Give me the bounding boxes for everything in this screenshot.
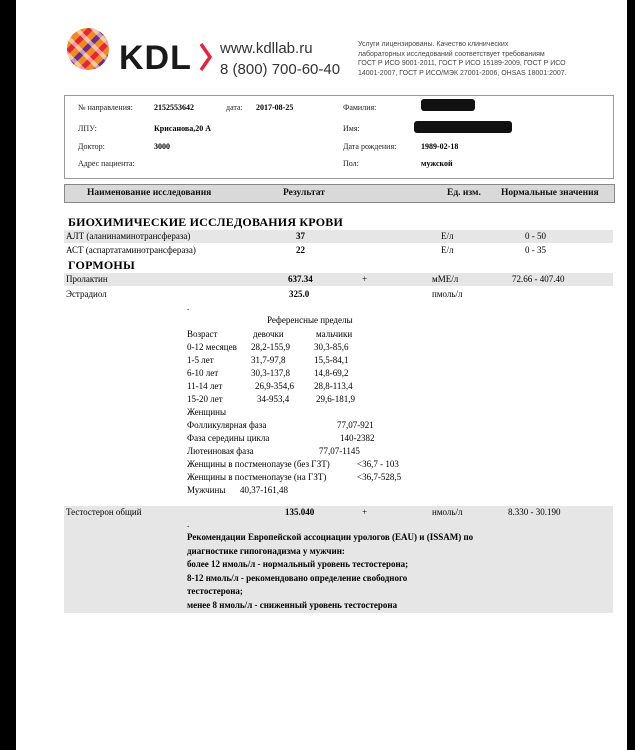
ref-women: Женщины — [187, 407, 227, 417]
ref-boys: 28,8-113,4 — [314, 381, 353, 391]
sex-value: мужской — [421, 159, 453, 168]
ast-normal: 0 - 35 — [525, 245, 546, 255]
ref-dot: . — [187, 302, 190, 312]
ref-phase-label: Мужчины — [187, 485, 226, 495]
testosterone-unit: нмоль/л — [432, 507, 463, 517]
lpu-value: Крисанова,20 А — [154, 124, 212, 133]
name-label: Имя: — [343, 124, 360, 133]
ref-phase-value: <36,7-528,5 — [357, 472, 402, 482]
ref-boys: 14,8-69,2 — [314, 368, 349, 378]
ref-phase-value: 77,07-921 — [337, 420, 374, 430]
ref-age: 15-20 лет — [187, 394, 223, 404]
ref-boys: 29,6-181,9 — [316, 394, 355, 404]
testosterone-flag: + — [362, 507, 368, 517]
testosterone-name: Тестостерон общий — [66, 507, 142, 517]
ref-age: 0-12 месяцев — [187, 342, 237, 352]
website-text: www.kdllab.ru — [220, 40, 313, 57]
ref-girls: 26,9-354,6 — [255, 381, 294, 391]
ref-phase-label: Женщины в постменопаузе (на ГЗТ) — [187, 472, 327, 482]
surname-redacted — [421, 99, 475, 111]
ref-phase-label: Фолликулярная фаза — [187, 420, 267, 430]
ref-girls: 28,2-155,9 — [251, 342, 290, 352]
prolactin-name: Пролактин — [66, 274, 108, 284]
patient-info-box — [64, 95, 614, 179]
phone-text: 8 (800) 700-60-40 — [220, 61, 341, 78]
prolactin-unit: мМЕ/л — [432, 274, 459, 284]
testosterone-recommendations: Рекомендации Европейской ассоциации урологов (EAU) и (ISSAM) по диагностике гипогонадизма у мужчин: более 12 нмоль/л - нормальный уровень тестостерона; 8-12 нмоль/л - рекомендовано определение свободного тестостерона; менее 8 нмоль/л - сниженный уровень тестостерона — [187, 532, 474, 610]
doctor-label: Доктор: — [78, 142, 105, 151]
ref-girls: 34-953,4 — [257, 394, 290, 404]
testosterone-result: 135.040 — [285, 507, 315, 517]
ref-girls: 30,3-137,8 — [251, 368, 290, 378]
name-redacted — [414, 121, 512, 133]
ref-col-age: Возраст — [187, 329, 218, 339]
ref-boys: 30,3-85,6 — [314, 342, 349, 352]
ref-col-girls: девочки — [253, 329, 284, 339]
ref-phase-value: 77,07-1145 — [319, 446, 360, 456]
date-value: 2017-08-25 — [256, 103, 294, 112]
chevron-right-icon — [199, 42, 213, 72]
ref-age: 6-10 лет — [187, 368, 219, 378]
doctor-value: 3000 — [154, 142, 170, 151]
ast-unit: Е/л — [441, 245, 454, 255]
ref-col-boys: мальчики — [316, 329, 353, 339]
sex-label: Пол: — [343, 159, 359, 168]
lab-report-page — [16, 0, 627, 750]
brand-name: KDL — [119, 39, 192, 77]
ref-age: 1-5 лет — [187, 355, 214, 365]
dob-label: Дата рождения: — [343, 142, 397, 151]
ast-result: 22 — [296, 245, 305, 255]
header-result: Результат — [283, 188, 325, 198]
ref-girls: 31,7-97,8 — [251, 355, 286, 365]
alt-result: 37 — [296, 231, 305, 241]
alt-name: АЛТ (аланинаминотрансфераза) — [66, 231, 191, 241]
prolactin-normal: 72.66 - 407.40 — [512, 274, 565, 284]
license-text: Услуги лицензированы. Качество клинических лабораторных исследований соответствует требованиям ГОСТ Р ИСО 9001-2011, ГОСТ Р ИСО 15189-2009, ГОСТ Р ИСО 14001-2007, ГОСТ Р ИСО/МЭК 27001-2006, OHSAS 18001:2007. — [358, 41, 567, 77]
referral-label: № направления: — [78, 103, 133, 112]
alt-unit: Е/л — [441, 231, 454, 241]
estradiol-name: Эстрадиол — [66, 289, 107, 299]
ref-phase-label: Лютеиновая фаза — [187, 446, 254, 456]
alt-normal: 0 - 50 — [525, 231, 546, 241]
date-label: дата: — [226, 103, 243, 112]
ast-name: АСТ (аспартатаминотрансфераза) — [66, 245, 196, 255]
testosterone-normal: 8.330 - 30.190 — [508, 507, 561, 517]
referral-value: 2152553642 — [154, 103, 194, 112]
ref-phase-value: 40,37-161,48 — [240, 485, 288, 495]
ref-phase-value: 140-2382 — [340, 433, 375, 443]
header-unit: Ед. изм. — [447, 188, 481, 198]
results-table-header — [64, 184, 615, 203]
ref-boys: 15,5-84,1 — [314, 355, 349, 365]
estradiol-result: 325.0 — [289, 289, 310, 299]
ref-phase-label: Женщины в постменопаузе (без ГЗТ) — [187, 459, 330, 469]
section-hormones: ГОРМОНЫ — [68, 258, 135, 272]
section-biochem: БИОХИМИЧЕСКИЕ ИССЛЕДОВАНИЯ КРОВИ — [68, 215, 344, 229]
prolactin-result: 637.34 — [288, 274, 313, 284]
ref-title: Референсные пределы — [267, 315, 353, 325]
rec-dot: . — [187, 519, 190, 529]
lpu-label: ЛПУ: — [78, 124, 97, 133]
prolactin-flag: + — [362, 274, 368, 284]
address-label: Адрес пациента: — [78, 159, 135, 168]
kdl-logo-icon — [66, 27, 110, 71]
ref-phase-value: <36,7 - 103 — [357, 459, 399, 469]
header-name: Наименование исследования — [87, 188, 212, 198]
dob-value: 1989-02-18 — [421, 142, 459, 151]
ref-phase-label: Фаза середины цикла — [187, 433, 270, 443]
ref-age: 11-14 лет — [187, 381, 223, 391]
surname-label: Фамилия: — [343, 103, 377, 112]
estradiol-unit: пмоль/л — [432, 289, 463, 299]
header-normal: Нормальные значения — [501, 188, 599, 198]
